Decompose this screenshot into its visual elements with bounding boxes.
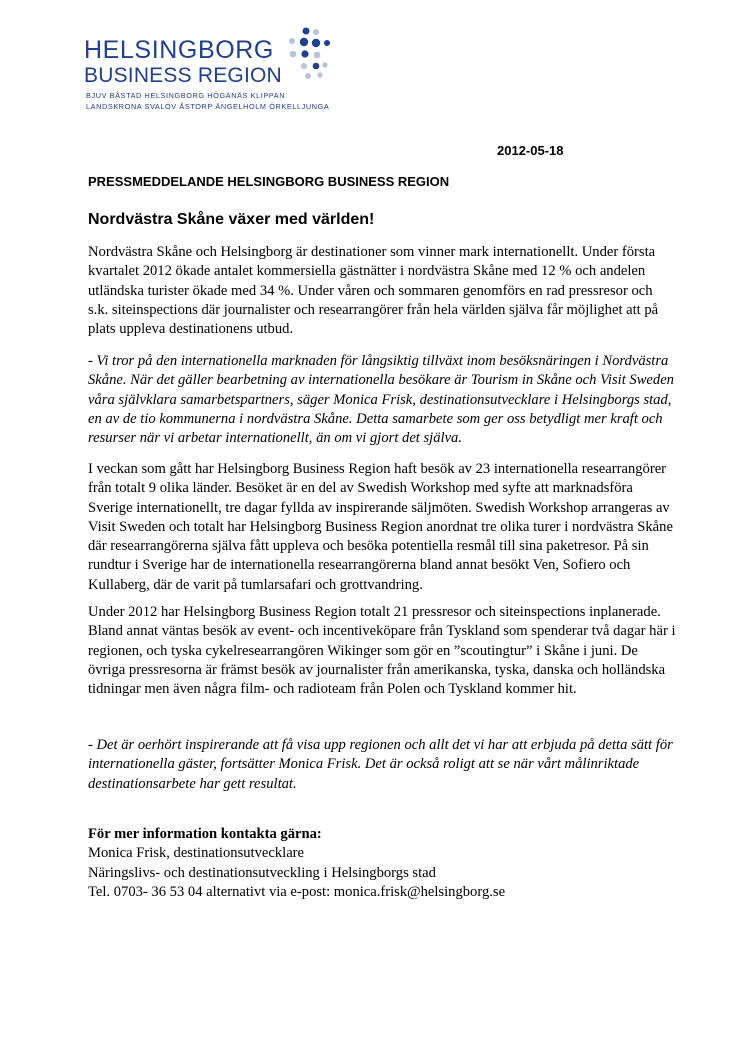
contact-heading: För mer information kontakta gärna:: [88, 826, 322, 842]
contact-phone-email: Tel. 0703- 36 53 04 alternativt via e-post: monica.frisk@helsingborg.se: [88, 883, 506, 900]
logo-municipalities-line1: BJUV BÅSTAD HELSINGBORG HÖGANÄS KLIPPAN: [86, 91, 286, 100]
paragraph-quote-2: - Det är oerhört inspirerande att få visa upp regionen och allt det vi har att erbjuda på detta sätt för internationella gäster, fortsätter Monica Frisk. Det är också roligt att se när vårt målinriktade destinationsarbete har gett resultat.: [88, 737, 673, 792]
paragraph-workshop: I veckan som gått har Helsingborg Business Region haft besök av 23 internationella researrangörer från totalt 9 olika länder. Besöket är en del av Swedish Workshop med syfte att marknadsföra Sverige internationellt, tre dagar fyllda av inspirerande säljmöten. Swedish Workshop arrangeras av Visit Sweden och totalt har Helsingborg Business Region anordnat tre olika turer i nordvästra Skåne där researrangörerna själva fått uppleva och besöka potentiella resmål till sina paketresor. På sin rundtur i Sverige har de internationella researrangörerna bland annat besökt Ven, Sofiero och Kullaberg, där de varit på tumlarsafari och grottvandring.: [88, 461, 673, 593]
contact-name: Monica Frisk, destinationsutvecklare: [88, 845, 305, 862]
logo-dots-icon: [284, 26, 334, 86]
headline: Nordvästra Skåne växer med världen!: [88, 211, 375, 228]
logo-wordmark-line1: HELSINGBORG: [84, 36, 274, 64]
paragraph-intro: Nordvästra Skåne och Helsingborg är destinationer som vinner mark internationellt. Under första kvartalet 2012 ökade antalet kommersiella gästnätter i nordvästra Skåne med 12 % och andelen utländska turister ökade med 34 %. Under våren och sommaren genomförs en rad pressresor och s.k. siteinspections där journalister och researrangörer från hela världen själva får möjlighet att på plats uppleva destinationens utbud.: [88, 244, 659, 338]
logo-wordmark-line2: BUSINESS REGION: [84, 64, 282, 87]
document-date: 2012-05-18: [497, 143, 564, 158]
paragraph-pressresor: Under 2012 har Helsingborg Business Region totalt 21 pressresor och siteinspections inplanerade. Bland annat väntas besök av event- och incentiveköpare från Tyskland som spenderar två dagar här i regionen, och tyska cykelresearrangören Wikinger som gör en ”scoutingtur” i Skåne i juni. De övriga pressresorna är främst besök av journalister från amerikanska, tyska, danska och holländska tidningar men även några film- och radioteam från Polen och Tyskland kommer hit.: [88, 604, 676, 698]
paragraph-quote-1: - Vi tror på den internationella marknaden för långsiktig tillväxt inom besöksnäringen i Nordvästra Skåne. När det gäller bearbetning av internationella besökare är Tourism in Skåne och Visit Sweden våra självklara samarbetspartners, säger Monica Frisk, destinationsutvecklare i Helsingborgs stad, en av de tio kommunerna i nordvästra Skåne. Detta samarbete som ger oss betydligt mer kraft och resurser när vi arbetar internationellt, än om vi gjort det själva.: [88, 353, 674, 447]
logo-municipalities-line2: LANDSKRONA SVALÖV ÅSTORP ÄNGELHOLM ÖRKELLJUNGA: [86, 102, 330, 111]
logo: [84, 26, 344, 116]
contact-block: [88, 825, 676, 902]
press-release-title: PRESSMEDDELANDE HELSINGBORG BUSINESS REGION: [88, 174, 450, 189]
contact-organization: Näringslivs- och destinationsutveckling i Helsingborgs stad: [88, 864, 436, 881]
